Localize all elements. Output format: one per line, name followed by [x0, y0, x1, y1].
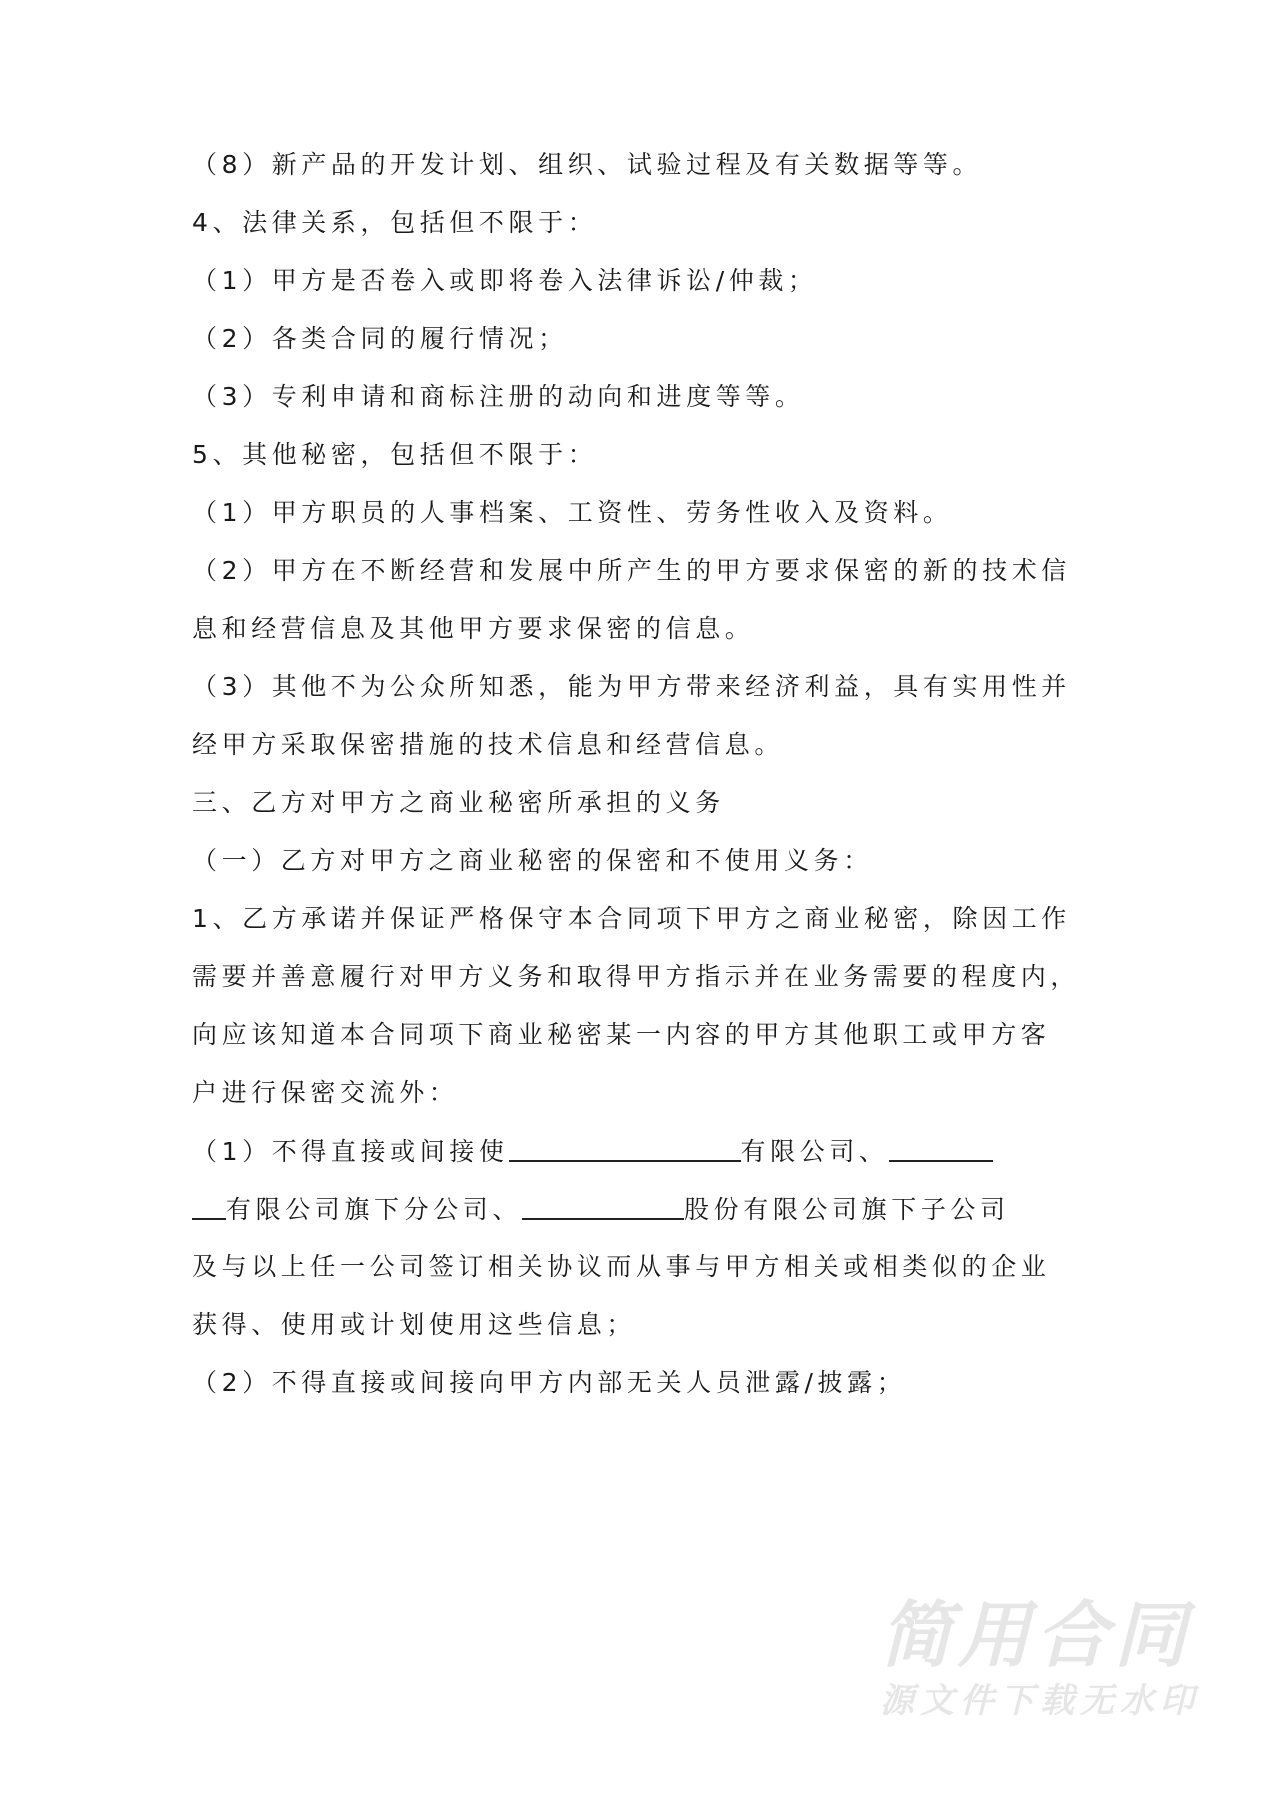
clause-text: 股份有限公司旗下子公司	[684, 1195, 1010, 1224]
section-heading: 5、其他秘密，包括但不限于：	[192, 440, 598, 469]
subsection-heading: （一）乙方对甲方之商业秘密的保密和不使用义务：	[192, 846, 873, 875]
text-line: （2）不得直接或间接向甲方内部无关人员泄露/披露；	[192, 1368, 907, 1397]
text-line: （2）甲方在不断经营和发展中所产生的甲方要求保密的新的技术信	[192, 556, 1071, 585]
text-line: 息和经营信息及其他甲方要求保密的信息。	[192, 614, 755, 643]
text-line: 需要并善意履行对甲方义务和取得甲方指示并在业务需要的程度内，	[192, 962, 1081, 991]
text-line: 向应该知道本合同项下商业秘密某一内容的甲方其他职工或甲方客	[192, 1020, 1051, 1049]
text-line: （2）各类合同的履行情况；	[192, 324, 568, 353]
fill-in-blank-company-2[interactable]	[889, 1134, 993, 1162]
text-line: （3）专利申请和商标注册的动向和进度等等。	[192, 382, 805, 411]
text-line: （1）甲方职员的人事档案、工资性、劳务性收入及资料。	[192, 498, 953, 527]
fill-in-blank-company-2-cont[interactable]	[192, 1192, 226, 1220]
clause-line-with-blanks	[192, 1192, 1010, 1227]
clause-text: 有限公司、	[740, 1137, 889, 1166]
text-line: 获得、使用或计划使用这些信息；	[192, 1310, 637, 1339]
clause-text: （1）不得直接或间接使	[192, 1137, 509, 1166]
text-line: （3）其他不为公众所知悉，能为甲方带来经济利益，具有实用性并	[192, 672, 1071, 701]
clause-text: 有限公司旗下分公司、	[226, 1195, 523, 1224]
fill-in-blank-company-3[interactable]	[522, 1192, 684, 1220]
fill-in-blank-company-1[interactable]	[509, 1134, 741, 1162]
watermark	[880, 1595, 1200, 1723]
text-line: （1）甲方是否卷入或即将卷入法律诉讼/仲裁；	[192, 266, 818, 295]
section-heading: 4、法律关系，包括但不限于：	[192, 208, 598, 237]
watermark-title: 简用合同	[880, 1593, 1193, 1677]
section-heading: 三、乙方对甲方之商业秘密所承担的义务	[192, 788, 725, 817]
text-line: 经甲方采取保密措施的技术信息和经营信息。	[192, 730, 785, 759]
text-line: （8）新产品的开发计划、组织、试验过程及有关数据等等。	[192, 150, 983, 179]
clause-line-with-blanks	[192, 1134, 993, 1169]
text-line: 1、乙方承诺并保证严格保守本合同项下甲方之商业秘密，除因工作	[192, 904, 1071, 933]
text-line: 户进行保密交流外：	[192, 1078, 459, 1107]
text-line: 及与以上任一公司签订相关协议而从事与甲方相关或相类似的企业	[192, 1252, 1051, 1281]
watermark-subtitle: 源文件下载无水印	[880, 1681, 1200, 1721]
